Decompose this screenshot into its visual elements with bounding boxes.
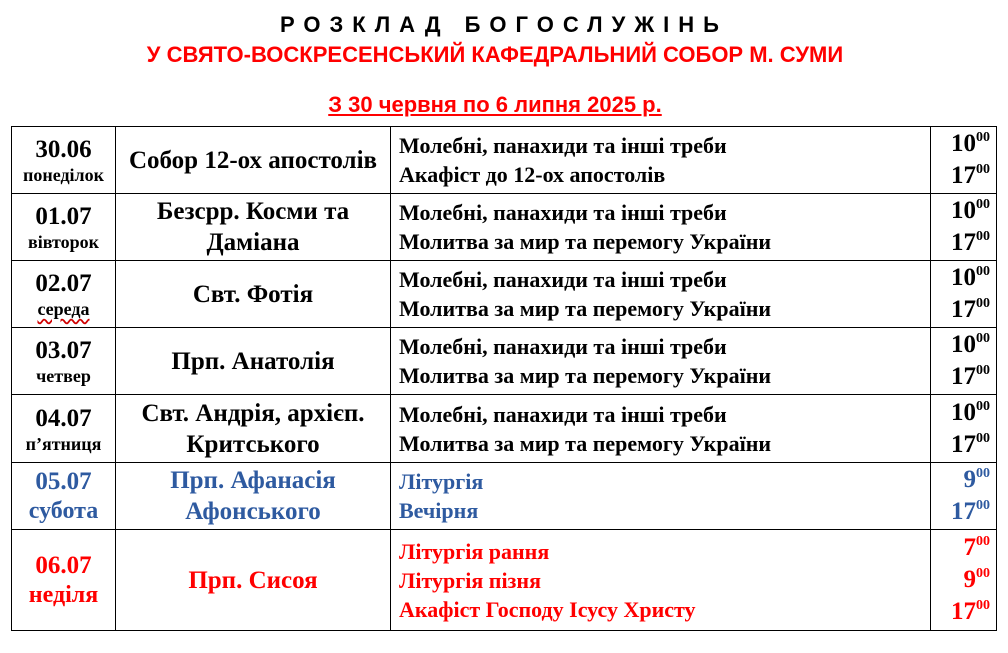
row-date: 02.07 [35,270,92,297]
service-item: Молитва за мир та перемогу України [399,430,772,456]
service-time: $17^{00}$ [951,229,990,256]
row-weekday: середа [37,299,90,319]
times-cell [931,194,997,261]
services-cell [391,395,931,463]
service-time: $9^{00}$ [963,566,990,593]
services-cell [391,194,931,261]
service-item: Молебні, панахиди та інші треби [399,267,727,292]
date-cell [12,395,116,463]
service-time: $10^{00}$ [951,398,990,426]
service-item: Молебні, панахиди та інші треби [399,334,727,359]
row-weekday: понеділок [22,165,105,185]
schedule-row-wednesday [12,261,997,328]
schedule-row-sunday [12,530,997,631]
saint-feast: Прп. Анатолія [116,328,391,395]
service-item: Молебні, панахиди та інші треби [399,401,727,427]
services-cell [391,127,931,194]
service-item: Літургія пізня [399,567,541,593]
service-time: $17^{00}$ [951,162,990,189]
service-time: $10^{00}$ [951,264,990,291]
date-cell [12,328,116,395]
times-cell [931,530,997,631]
service-time: $10^{00}$ [951,130,990,157]
service-time: $10^{00}$ [951,331,990,358]
schedule-table [11,126,997,631]
row-weekday: вівторок [28,232,99,252]
service-time: $7^{00}$ [963,534,990,561]
date-cell [12,261,116,328]
service-time: $17^{00}$ [951,363,990,390]
row-weekday: п’ятниця [25,433,102,454]
times-cell [931,395,997,463]
schedule-row-tuesday [12,194,997,261]
schedule-row-monday [12,127,997,194]
date-cell [12,530,116,631]
services-cell [391,463,931,530]
cathedral-subtitle: У СВЯТО-ВОСКРЕСЕНСЬКИЙ КАФЕДРАЛЬНИЙ СОБОР М. СУМИ [146,42,844,67]
date-cell [12,463,116,530]
service-item: Молитва за мир та перемогу України [399,229,772,254]
row-date: 01.07 [35,203,92,230]
service-item: Вечірня [399,498,479,523]
times-cell [931,463,997,530]
schedule-row-saturday [12,463,997,530]
service-time: $10^{00}$ [951,197,990,224]
date-cell [12,127,116,194]
row-weekday: четвер [36,366,91,386]
service-item: Літургія [399,469,484,494]
saint-feast: Собор 12-ох апостолів [116,127,391,194]
row-weekday: субота [28,498,99,524]
service-time: $9^{00}$ [963,466,990,493]
schedule-row-friday [12,395,997,463]
service-time: $17^{00}$ [951,598,990,625]
saint-feast: Прп. Сисоя [116,530,391,631]
row-date: 06.07 [35,552,92,579]
service-item: Молебні, панахиди та інші треби [399,200,727,225]
services-cell [391,328,931,395]
row-date: 03.07 [35,337,92,364]
row-date: 04.07 [35,404,92,432]
services-cell [391,530,931,631]
service-item: Акафіст до 12-ох апостолів [399,162,666,187]
saint-feast: Свт. Андрія, архієп. Критського [116,395,391,463]
saint-feast: Свт. Фотія [116,261,391,328]
saint-feast: Прп. Афанасія Афонського [116,463,391,530]
date-range: З 30 червня по 6 липня 2025 р. [328,92,662,117]
service-item: Акафіст Господу Ісусу Христу [399,596,696,622]
service-item: Літургія рання [399,538,550,564]
schedule-row-thursday [12,328,997,395]
schedule-title: РОЗКЛАД БОГОСЛУЖІНЬ [279,12,728,37]
times-cell [931,261,997,328]
times-cell [931,328,997,395]
service-item: Молитва за мир та перемогу України [399,363,772,388]
service-item: Молитва за мир та перемогу України [399,296,772,321]
saint-feast: Безсрр. Косми та Даміана [116,194,391,261]
service-time: $17^{00}$ [951,430,990,458]
row-date: 30.06 [35,136,92,163]
date-cell [12,194,116,261]
row-weekday: неділя [28,582,99,608]
times-cell [931,127,997,194]
row-date: 05.07 [35,468,92,495]
services-cell [391,261,931,328]
service-time: $17^{00}$ [951,296,990,323]
service-time: $17^{00}$ [951,498,990,525]
service-item: Молебні, панахиди та інші треби [399,133,727,158]
